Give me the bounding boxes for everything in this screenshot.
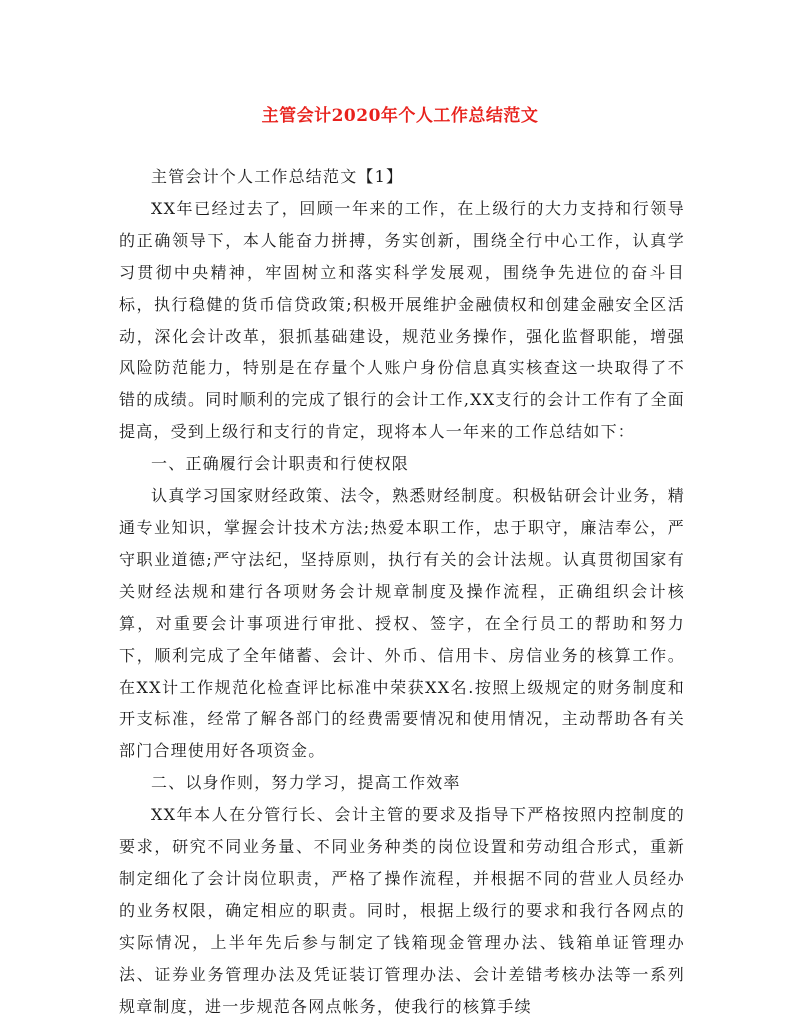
paragraph-intro: XX年已经过去了，回顾一年来的工作，在上级行的大力支持和行领导的正确领导下，本人能奋力拼搏，务实创新，围绕全行中心工作，认真学习贯彻中央精神，牢固树立和落实科学发展观，围绕争先进位的奋斗目标，执行稳健的货币信贷政策;积极开展维护金融债权和创建金融安全区活动，深化会计改革，狠抓基础建设，规范业务操作，强化监督职能，增强风险防范能力，特别是在存量个人账户身份信息真实核查这一块取得了不错的成绩。同时顺利的完成了银行的会计工作,XX支行的会计工作有了全面提高，受到上级行和支行的肯定，现将本人一年来的工作总结如下： (119, 198, 685, 442)
paragraph-duties: 认真学习国家财经政策、法令，熟悉财经制度。积极钻研会计业务，精通专业知识，掌握会计技术方法;热爱本职工作，忠于职守，廉洁奉公，严守职业道德;严守法纪，坚持原则，执行有关的会计法规。认真贯彻国家有关财经法规和建行各项财务会计规章制度及操作流程，正确组织会计核算，对重要会计事项进行审批、授权、签字，在全行员工的帮助和努力下，顺利完成了全年储蓄、会计、外币、信用卡、房信业务的核算工作。在XX计工作规范化检查评比标准中荣获XX名.按照上级规定的财务制度和开支标准，经常了解各部门的经费需要情况和使用情况，主动帮助各有关部门合理使用好各项资金。 (119, 486, 685, 761)
document-title: 主管会计2020年个人工作总结范文 (261, 106, 539, 126)
subheading-1: 一、正确履行会计职责和行使权限 (151, 454, 410, 474)
paragraph-efficiency: XX年本人在分管行长、会计主管的要求及指导下严格按照内控制度的要求，研究不同业务量、不同业务种类的岗位设置和劳动组合形式，重新制定细化了会计岗位职责，严格了操作流程，并根据不同的营业人员经办的业务权限，确定相应的职责。同时，根据上级行的要求和我行各网点的实际情况，上半年先后参与制定了钱箱现金管理办法、钱箱单证管理办法、证券业务管理办法及凭证装订管理办法、会计差错考核办法等一系列规章制度，进一步规范各网点帐务，使我行的核算手续 (119, 805, 685, 1016)
section-heading-1: 主管会计个人工作总结范文【1】 (151, 167, 404, 186)
subheading-2: 二、以身作则，努力学习，提高工作效率 (151, 773, 461, 793)
document-body (119, 161, 685, 1022)
